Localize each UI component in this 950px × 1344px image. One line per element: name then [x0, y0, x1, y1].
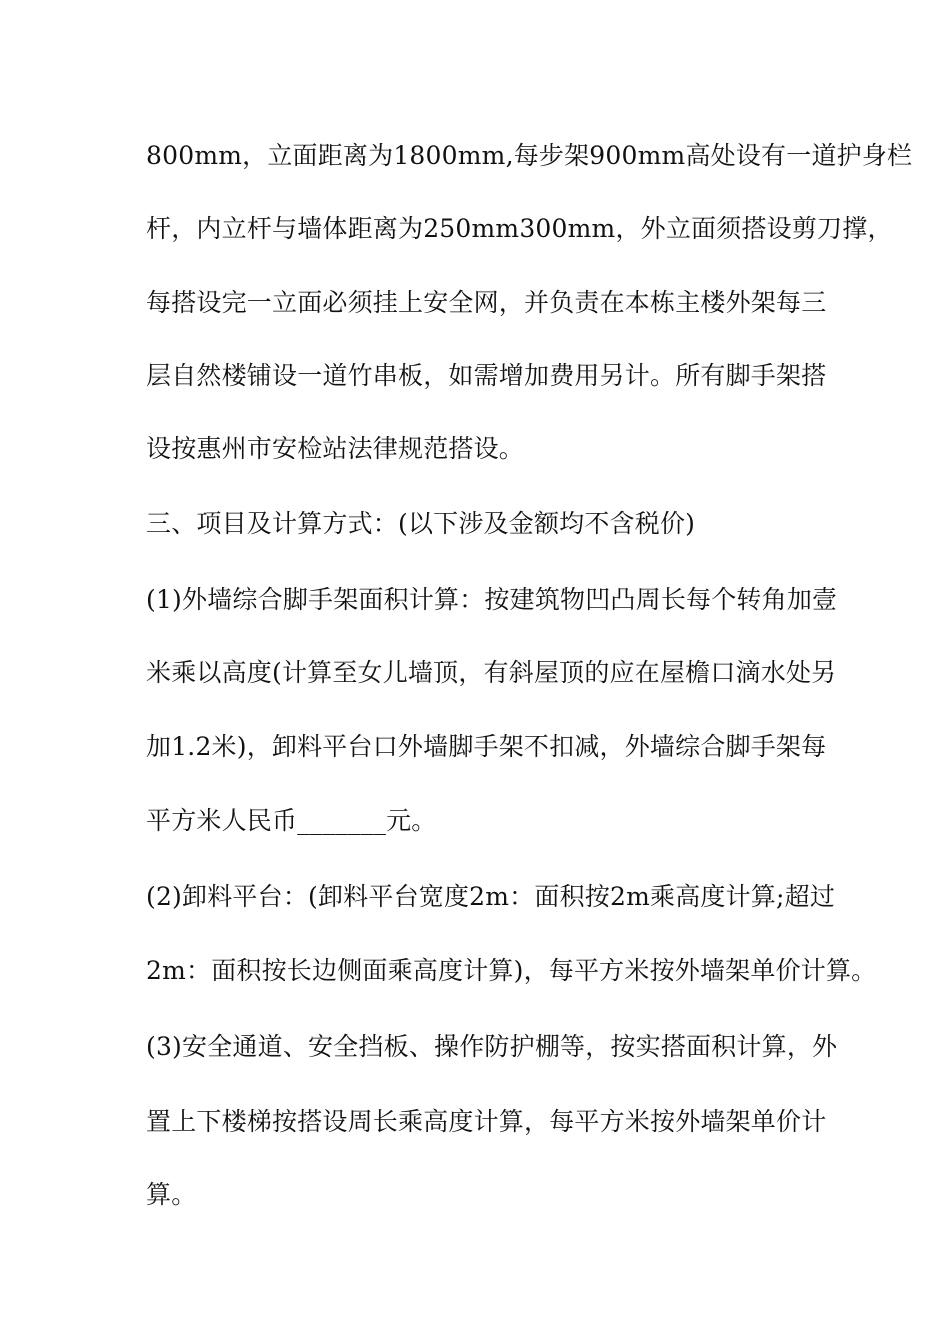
text-line-4: 层自然楼铺设一道竹串板，如需增加费用另计。所有脚手架搭 — [146, 361, 827, 390]
text-line-14: 置上下楼梯按搭设周长乘高度计算，每平方米按外墙架单价计 — [146, 1107, 827, 1136]
text-line-3: 每搭设完一立面必须挂上安全网，并负责在本栋主楼外架每三 — [146, 288, 827, 317]
text-line-7: (1)外墙综合脚手架面积计算：按建筑物凹凸周长每个转角加壹 — [146, 585, 838, 614]
text-line-2: 杆，内立杆与墙体距离为250mm300mm，外立面须搭设剪刀撑， — [146, 214, 893, 243]
section-heading: 三、项目及计算方式：(以下涉及金额均不含税价) — [146, 509, 696, 538]
text-line-12: 2m：面积按长边侧面乘高度计算)，每平方米按外墙架单价计算。 — [146, 956, 877, 985]
text-line-11: (2)卸料平台：(卸料平台宽度2m：面积按2m乘高度计算;超过 — [146, 882, 836, 911]
text-line-5: 设按惠州市安检站法律规范搭设。 — [146, 434, 525, 463]
text-line-1: 800mm，立面距离为1800mm,每步架900mm高处设有一道护身栏 — [146, 141, 913, 170]
text-line-10: 平方米人民币_______元。 — [146, 806, 437, 835]
text-line-8: 米乘以高度(计算至女儿墙顶，有斜屋顶的应在屋檐口滴水处另 — [146, 658, 837, 687]
text-line-13: (3)安全通道、安全挡板、操作防护棚等，按实搭面积计算，外 — [146, 1032, 838, 1061]
text-line-9: 加1.2米)，卸料平台口外墙脚手架不扣减，外墙综合脚手架每 — [146, 732, 827, 761]
text-line-15: 算。 — [146, 1180, 197, 1209]
